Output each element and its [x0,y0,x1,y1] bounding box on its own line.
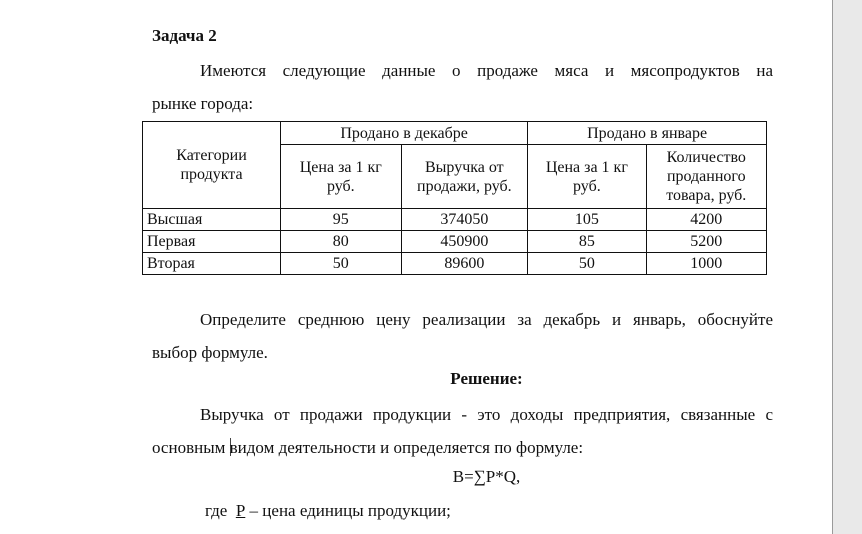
table-row [143,209,767,231]
intro-line-1 [152,54,773,87]
row-dec-revenue: 450900 [401,231,528,253]
row-jan-price: 50 [528,253,646,275]
revenue-formula: В=∑P*Q, [452,467,521,486]
row-jan-qty: 5200 [646,231,766,253]
intro-paragraph [152,54,773,120]
category-header: Категории продукта [143,122,281,209]
row-jan-price: 105 [528,209,646,231]
table-row [143,253,767,275]
january-header: Продано в январе [528,122,767,145]
legend-symbol: Р [235,501,246,520]
explanation-line-2 [152,431,773,464]
explanation-line-1 [152,398,773,431]
solution-heading: Решение: [450,369,523,388]
legend-prefix: где [205,501,236,520]
explanation-line-1-text: Выручка от продажи продукции - это доходы предприятия, связанные с [200,405,773,424]
row-category: Первая [143,231,281,253]
question-line-1 [152,303,773,336]
row-category: Вторая [143,253,281,275]
row-dec-revenue: 374050 [401,209,528,231]
row-jan-qty: 1000 [646,253,766,275]
legend-text: – цена единицы продукции; [245,501,451,520]
formula-legend [205,501,451,521]
row-dec-price: 80 [281,231,401,253]
row-category: Высшая [143,209,281,231]
intro-line-1-text: Имеются следующие данные о продаже мяса и мясопродуктов на [200,61,773,80]
jan-price-header: Цена за 1 кг руб. [528,145,646,209]
jan-qty-header: Количество проданного товара, руб. [646,145,766,209]
intro-line-2: рынке города: [152,94,254,113]
sales-table [142,121,767,275]
explanation-line-2-end: видом деятельности и определяется по формуле: [229,438,584,457]
table-row [143,231,767,253]
question-paragraph [152,303,773,369]
dec-price-header: Цена за 1 кг руб. [281,145,401,209]
question-line-1-text: Определите среднюю цену реализации за декабрь и январь, обоснуйте [200,310,773,329]
task-title: Задача 2 [152,26,217,45]
table-header-row [143,122,767,145]
explanation-line-2-start: основным [152,438,230,457]
row-dec-revenue: 89600 [401,253,528,275]
question-line-2: выбор формуле. [152,343,268,362]
dec-revenue-header: Выручка от продажи, руб. [401,145,528,209]
row-jan-qty: 4200 [646,209,766,231]
row-dec-price: 95 [281,209,401,231]
row-dec-price: 50 [281,253,401,275]
december-header: Продано в декабре [281,122,528,145]
explanation-paragraph [152,398,773,464]
row-jan-price: 85 [528,231,646,253]
